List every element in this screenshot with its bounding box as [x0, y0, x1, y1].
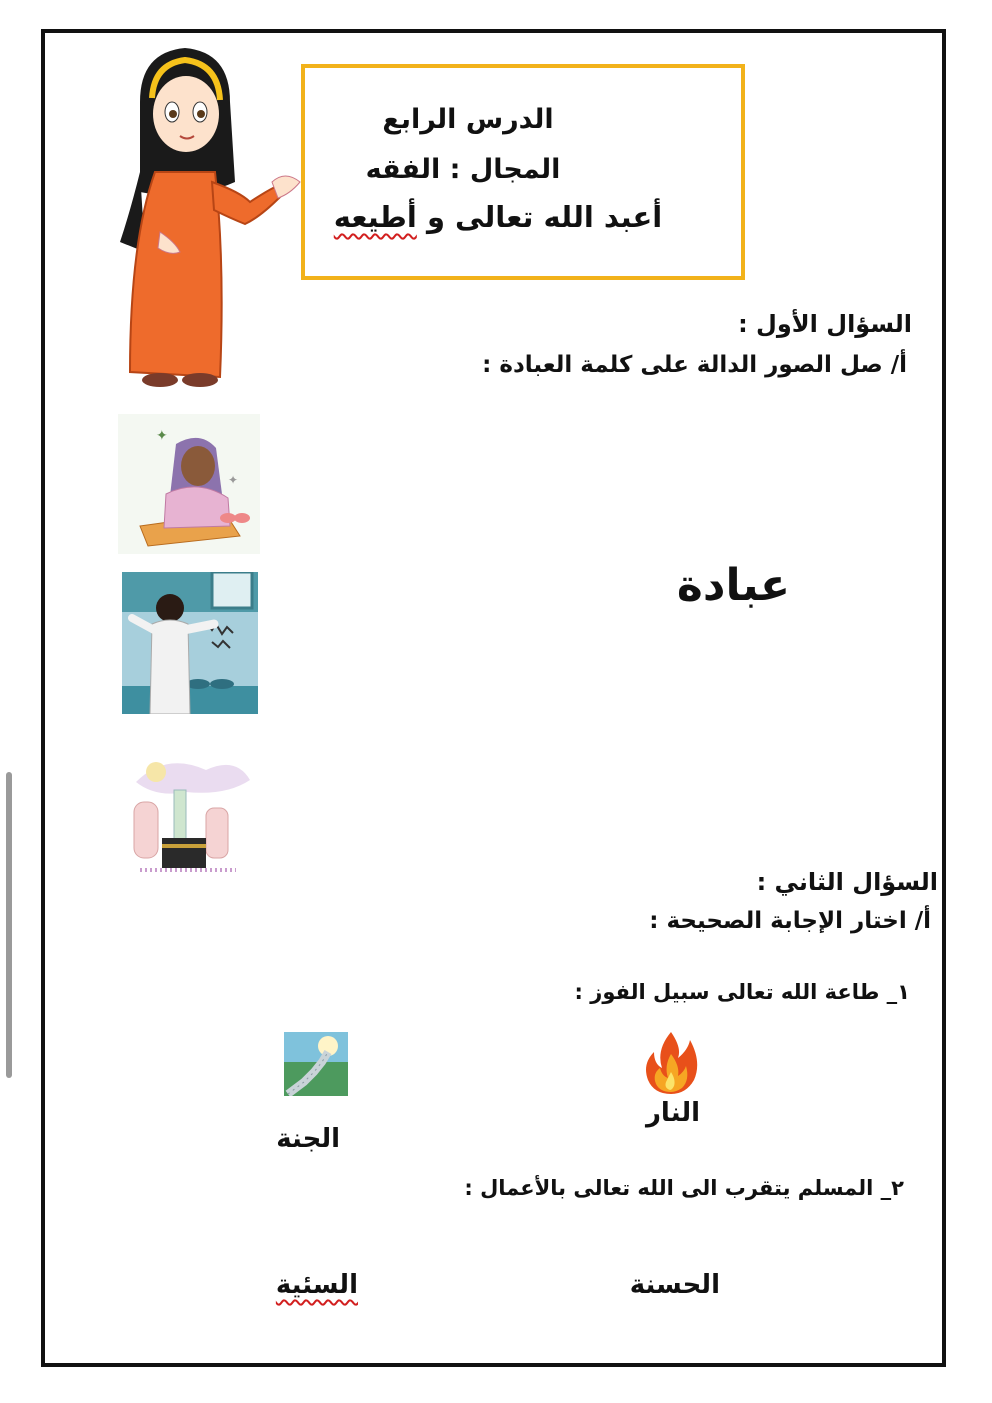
question-2-item-2-prompt: ٢_ المسلم يتقرب الى الله تعالى بالأعمال : — [464, 1176, 904, 1200]
girl-illustration — [100, 42, 310, 392]
svg-text:✦: ✦ — [228, 473, 239, 487]
prayer-picture — [118, 414, 260, 554]
option-fire[interactable]: النار — [645, 1098, 700, 1128]
lesson-field: المجال : الفقه — [365, 154, 561, 185]
option-bad-deeds[interactable]: السئية — [275, 1270, 358, 1300]
lesson-title-main: أعبد الله تعالى و — [426, 200, 663, 234]
lesson-number: الدرس الرابع — [382, 104, 554, 135]
scrollbar[interactable] — [6, 772, 12, 1078]
fire-icon — [642, 1030, 700, 1096]
question-1-instruction: أ/ صل الصور الدالة على كلمة العبادة : — [482, 352, 907, 378]
option-good-deeds[interactable]: الحسنة — [629, 1270, 720, 1300]
lesson-title-box — [301, 64, 745, 280]
question-2-instruction: أ/ اختار الإجابة الصحيحة : — [649, 908, 931, 934]
question-2-heading: السؤال الثاني : — [756, 868, 938, 896]
lesson-title — [305, 200, 691, 234]
question-2-item-1-prompt: ١_ طاعة الله تعالى سبيل الفوز : — [574, 980, 910, 1004]
svg-text:✦: ✦ — [156, 428, 168, 444]
paradise-icon — [284, 1032, 348, 1096]
question-1-heading: السؤال الأول : — [738, 310, 912, 338]
worship-word: عبادة — [676, 560, 790, 611]
lesson-title-marked: أطيعه — [333, 200, 417, 234]
wall-writing-picture — [122, 572, 258, 714]
kaaba-picture — [126, 752, 250, 882]
option-paradise[interactable]: الجنة — [276, 1124, 340, 1154]
